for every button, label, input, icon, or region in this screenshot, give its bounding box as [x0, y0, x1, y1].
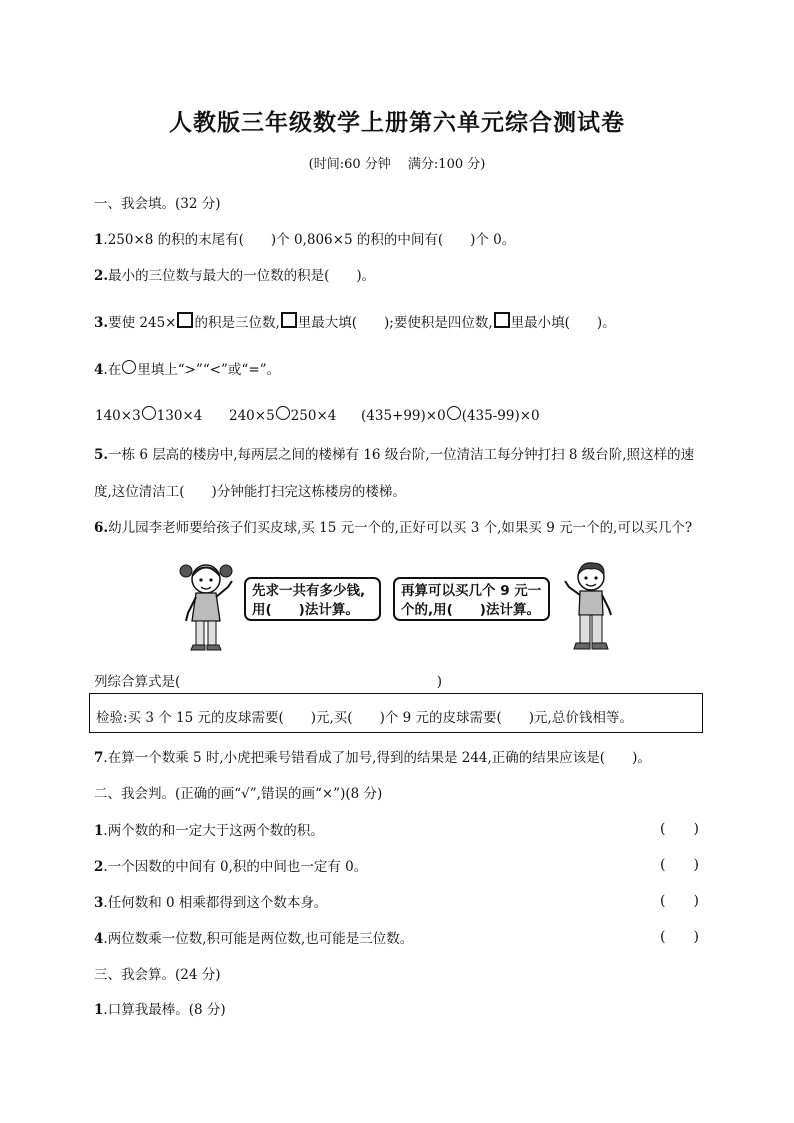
bubble-line: 先求一共有多少钱, — [252, 583, 366, 599]
judge-item-3 — [94, 891, 327, 911]
question-number: 5. — [94, 447, 109, 463]
bubble-line: 个的,用( )法计算。 — [401, 602, 540, 618]
speech-bubble-right — [393, 577, 550, 621]
question-text: .两位数乘一位数,积可能是两位数,也可能是三位数。 — [103, 931, 414, 947]
question-text: .一个因数的中间有 0,积的中间也一定有 0。 — [103, 859, 368, 875]
compare-left: (435+99)×0 — [361, 408, 446, 424]
question-1-1 — [94, 228, 515, 248]
compare-right: 250×4 — [290, 408, 337, 424]
question-text: .两个数的和一定大于这两个数的积。 — [103, 823, 324, 839]
question-1-3 — [94, 311, 616, 331]
girl-illustration — [176, 557, 236, 653]
question-number: 3. — [94, 315, 109, 331]
compare-right: (435-99)×0 — [461, 408, 540, 424]
question-text: .口算我最棒。(8 分) — [103, 1002, 226, 1018]
section-1-heading: 一、我会填。(32 分) — [94, 196, 221, 212]
section-3-heading: 三、我会算。(24 分) — [94, 967, 221, 983]
question-text: 要使 245× — [108, 315, 177, 331]
square-box-icon — [281, 312, 297, 328]
question-number: 6. — [94, 520, 109, 536]
question-number: 1 — [94, 1002, 104, 1018]
compare-item-3 — [361, 406, 540, 424]
answer-paren[interactable]: ( ) — [660, 857, 699, 873]
question-number: 7 — [94, 750, 104, 766]
question-number: 1 — [94, 232, 104, 248]
circle-blank-icon[interactable] — [276, 406, 290, 420]
section-3-sub-1 — [94, 998, 226, 1018]
question-number: 2. — [94, 268, 109, 284]
exam-info: (时间:60 分钟 满分:100 分) — [308, 157, 486, 172]
page-title: 人教版三年级数学上册第六单元综合测试卷 — [169, 110, 625, 136]
compare-left: 140×3 — [95, 408, 141, 424]
boy-illustration — [561, 557, 621, 653]
bubble-line: 用( )法计算。 — [252, 602, 359, 618]
question-text: .任何数和 0 相乘都得到这个数本身。 — [103, 895, 328, 911]
question-text: 最小的三位数与最大的一位数的积是( )。 — [108, 268, 376, 284]
answer-paren[interactable]: ( ) — [660, 821, 699, 837]
answer-paren[interactable]: ( ) — [660, 929, 699, 945]
answer-paren[interactable]: ( ) — [660, 893, 699, 909]
question-text: 的积是三位数, — [194, 315, 280, 331]
question-1-4 — [94, 358, 280, 378]
question-1-5-cont: 度,这位清洁工( )分钟能打扫完这栋楼房的楼梯。 — [94, 484, 406, 500]
compare-item-1 — [95, 406, 202, 424]
question-number: 1 — [94, 823, 104, 839]
question-text: 里最大填( );要使积是四位数, — [297, 315, 493, 331]
question-text: .在算一个数乘 5 时,小虎把乘号错看成了加号,得到的结果是 244,正确的结果应该是( )。 — [103, 750, 651, 766]
circle-blank-icon[interactable] — [142, 406, 156, 420]
question-number: 4 — [94, 362, 104, 378]
section-2-heading: 二、我会判。(正确的画“√”,错误的画“×”)(8 分) — [94, 786, 383, 802]
judge-item-4 — [94, 927, 413, 947]
question-number: 4 — [94, 931, 104, 947]
circle-blank-icon — [122, 360, 136, 374]
circle-blank-icon[interactable] — [447, 406, 461, 420]
judge-item-2 — [94, 855, 367, 875]
question-1-6 — [94, 516, 692, 536]
question-text: 里最小填( )。 — [510, 315, 616, 331]
question-1-5 — [94, 443, 694, 463]
question-number: 2 — [94, 859, 104, 875]
judge-item-1 — [94, 819, 324, 839]
question-1-7 — [94, 746, 651, 766]
question-1-2 — [94, 264, 375, 284]
compare-right: 130×4 — [156, 408, 203, 424]
question-text: 幼儿园李老师要给孩子们买皮球,买 15 元一个的,正好可以买 3 个,如果买 9 元一个的,可以买几个? — [108, 520, 693, 536]
square-box-icon — [177, 312, 193, 328]
speech-bubble-left — [244, 577, 381, 621]
check-text: 检验:买 3 个 15 元的皮球需要( )元,买( )个 9 元的皮球需要( )元,总价钱相等。 — [96, 710, 633, 726]
formula-line: 列综合算式是( ) — [94, 674, 443, 690]
square-box-icon — [494, 312, 510, 328]
question-number: 3 — [94, 895, 104, 911]
question-text: 里填上“>”“<”或“=”。 — [137, 362, 281, 378]
question-text: .250×8 的积的末尾有( )个 0,806×5 的积的中间有( )个 0。 — [103, 232, 516, 248]
question-text: .在 — [103, 362, 122, 378]
compare-item-2 — [229, 406, 336, 424]
compare-left: 240×5 — [229, 408, 275, 424]
bubble-line: 再算可以买几个 9 元一 — [401, 583, 542, 599]
question-text: 一栋 6 层高的楼房中,每两层之间的楼梯有 16 级台阶,一位清洁工每分钟打扫 8 级台阶,照这样的速 — [108, 447, 695, 463]
